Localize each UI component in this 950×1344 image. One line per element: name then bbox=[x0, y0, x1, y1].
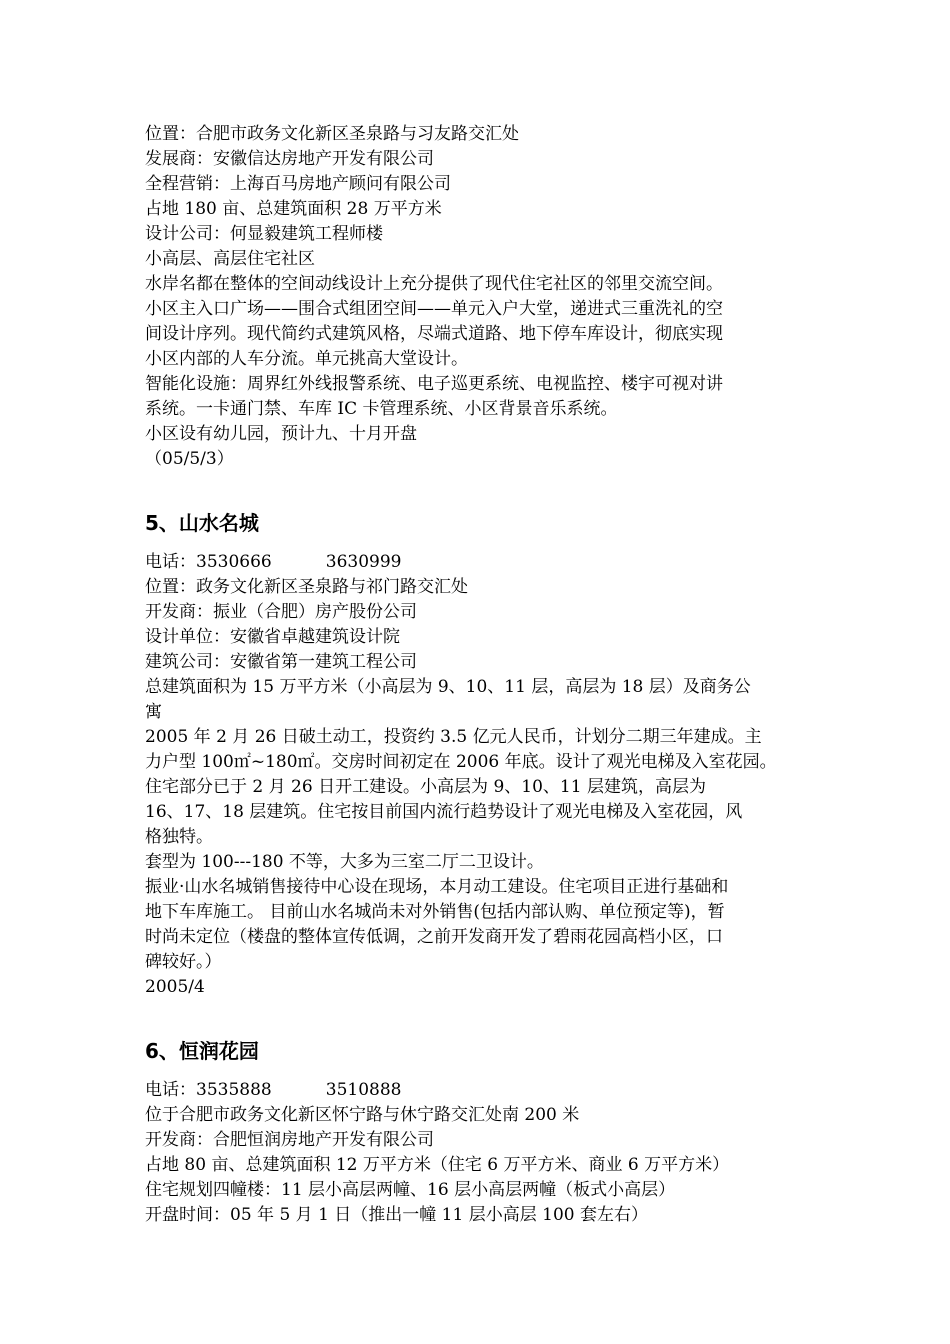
section-heading: 6、恒润花园 bbox=[145, 1039, 259, 1063]
text-line: 16、17、18 层建筑。住宅按目前国内流行趋势设计了观光电梯及入室花园，风 bbox=[145, 802, 743, 822]
text-line: 碑较好。） bbox=[145, 952, 222, 972]
text-line: 套型为 100---180 不等，大多为三室二厅二卫设计。 bbox=[145, 852, 544, 872]
text-line: 2005/4 bbox=[145, 977, 205, 997]
text-line: 系统。一卡通门禁、车库 IC 卡管理系统、小区背景音乐系统。 bbox=[145, 399, 618, 419]
text-line: 位置：政务文化新区圣泉路与祁门路交汇处 bbox=[145, 577, 468, 597]
section-4-body bbox=[145, 122, 825, 472]
text-line: 力户型 100㎡~180㎡。交房时间初定在 2006 年底。设计了观光电梯及入室花园。 bbox=[145, 752, 777, 772]
text-line: 位置：合肥市政务文化新区圣泉路与习友路交汇处 bbox=[145, 124, 519, 144]
text-line: 寓 bbox=[145, 702, 162, 722]
text-line: 建筑公司：安徽省第一建筑工程公司 bbox=[145, 652, 417, 672]
text-line: 小区主入口广场——围合式组团空间——单元入户大堂，递进式三重洗礼的空 bbox=[145, 299, 723, 319]
spacer bbox=[145, 472, 825, 498]
text-line: 小区设有幼儿园，预计九、十月开盘 bbox=[145, 424, 417, 444]
text-line: 小高层、高层住宅社区 bbox=[145, 249, 315, 269]
text-line: 全程营销：上海百马房地产顾问有限公司 bbox=[145, 174, 451, 194]
text-line: 间设计序列。现代简约式建筑风格，尽端式道路、地下停车库设计，彻底实现 bbox=[145, 324, 723, 344]
text-line: 占地 80 亩、总建筑面积 12 万平方米（住宅 6 万平方米、商业 6 万平方米） bbox=[145, 1155, 730, 1175]
text-line: 2005 年 2 月 26 日破土动工，投资约 3.5 亿元人民币，计划分二期三年建成。主 bbox=[145, 727, 762, 747]
text-line: 电话：3530666 3630999 bbox=[145, 552, 402, 572]
text-line: 总建筑面积为 15 万平方米（小高层为 9、10、11 层，高层为 18 层）及商务公 bbox=[145, 677, 751, 697]
spacer bbox=[145, 1000, 825, 1026]
text-line: 振业·山水名城销售接待中心设在现场，本月动工建设。住宅项目正进行基础和 bbox=[145, 877, 729, 897]
text-line: 占地 180 亩、总建筑面积 28 万平方米 bbox=[145, 199, 442, 219]
document-page bbox=[145, 122, 825, 1228]
text-line: 设计公司：何显毅建筑工程师楼 bbox=[145, 224, 383, 244]
text-line: 住宅规划四幢楼：11 层小高层两幢、16 层小高层两幢（板式小高层） bbox=[145, 1180, 676, 1200]
text-line: 格独特。 bbox=[145, 827, 213, 847]
text-line: 水岸名都在整体的空间动线设计上充分提供了现代住宅社区的邻里交流空间。 bbox=[145, 274, 723, 294]
text-line: 住宅部分已于 2 月 26 日开工建设。小高层为 9、10、11 层建筑，高层为 bbox=[145, 777, 706, 797]
text-line: 时尚未定位（楼盘的整体宣传低调，之前开发商开发了碧雨花园高档小区，口 bbox=[145, 927, 723, 947]
text-line: 地下车库施工。 目前山水名城尚未对外销售(包括内部认购、单位预定等)，暂 bbox=[145, 902, 725, 922]
text-line: 开发商：振业（合肥）房产股份公司 bbox=[145, 602, 417, 622]
text-line: 开发商：合肥恒润房地产开发有限公司 bbox=[145, 1130, 434, 1150]
text-line: 智能化设施：周界红外线报警系统、电子巡更系统、电视监控、楼宇可视对讲 bbox=[145, 374, 723, 394]
text-line: （05/5/3） bbox=[145, 449, 234, 469]
section-heading: 5、山水名城 bbox=[145, 511, 259, 535]
text-line: 开盘时间：05 年 5 月 1 日（推出一幢 11 层小高层 100 套左右） bbox=[145, 1205, 648, 1225]
section-5-body bbox=[145, 550, 825, 1000]
text-line: 发展商：安徽信达房地产开发有限公司 bbox=[145, 149, 434, 169]
text-line: 小区内部的人车分流。单元挑高大堂设计。 bbox=[145, 349, 468, 369]
section-6-body bbox=[145, 1078, 825, 1228]
text-line: 设计单位：安徽省卓越建筑设计院 bbox=[145, 627, 400, 647]
text-line: 位于合肥市政务文化新区怀宁路与休宁路交汇处南 200 米 bbox=[145, 1105, 580, 1125]
text-line: 电话：3535888 3510888 bbox=[145, 1080, 402, 1100]
